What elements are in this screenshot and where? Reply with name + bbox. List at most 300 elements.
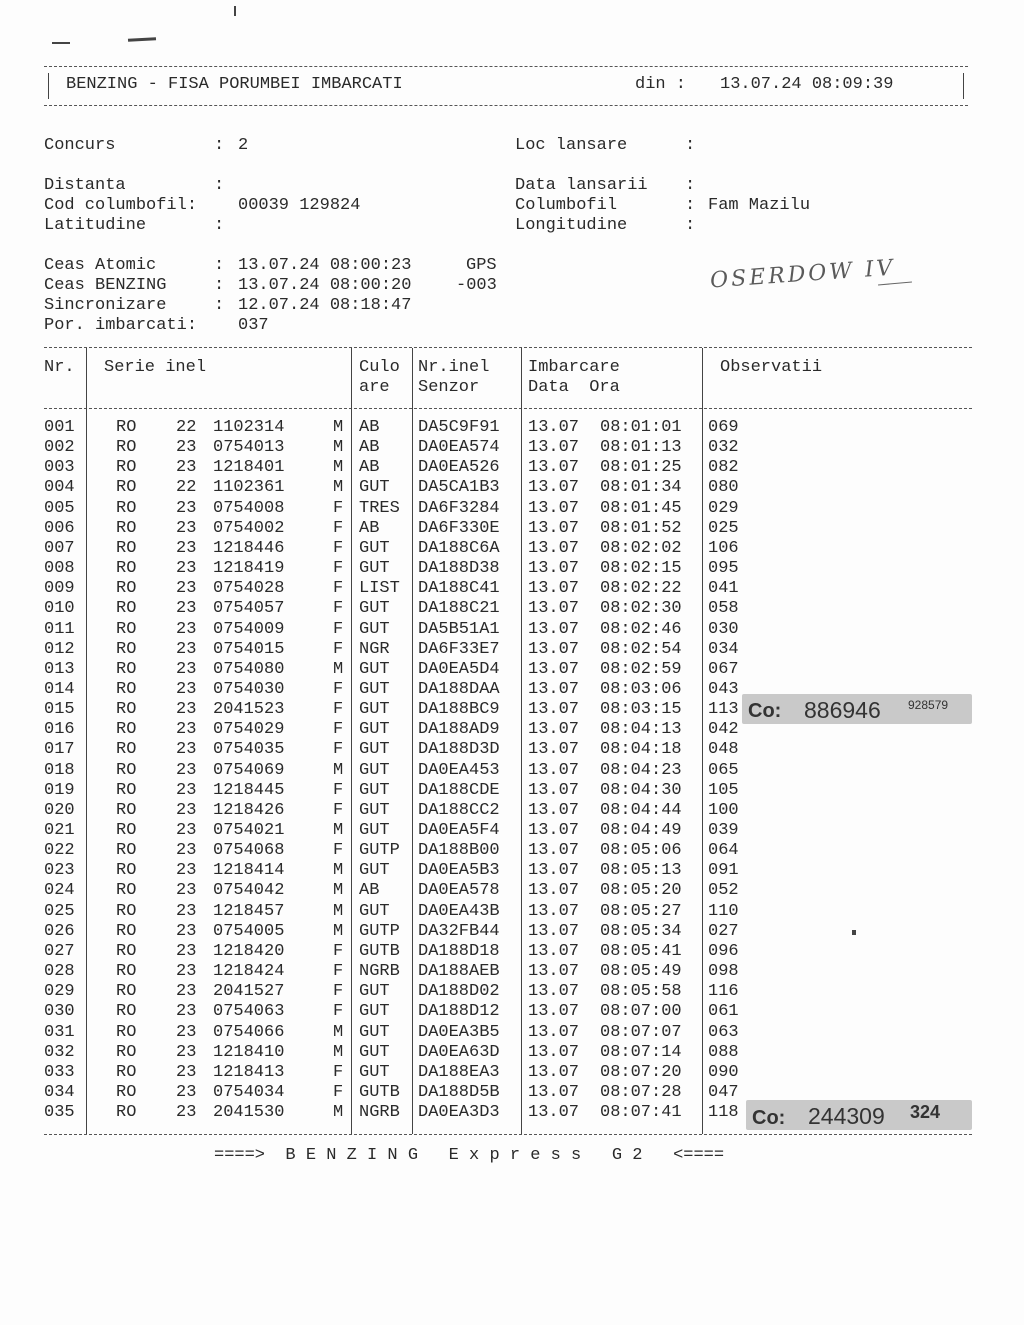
row-color: LIST — [359, 579, 400, 599]
header-top-rule — [44, 347, 972, 348]
handwritten-note: OSERDOW IV — [709, 255, 897, 294]
row-observation: 048 — [708, 740, 739, 760]
row-year: 23 — [176, 659, 197, 679]
row-country: RO — [116, 418, 137, 437]
ceas-atomic-label: Ceas Atomic — [44, 256, 157, 275]
row-year: 23 — [176, 1042, 197, 1062]
header-nr: Nr. — [44, 358, 75, 377]
row-nr: 027 — [44, 941, 75, 961]
row-nr: 010 — [44, 599, 75, 619]
row-year: 23 — [176, 700, 197, 720]
table-row — [0, 761, 1024, 781]
table-row — [0, 962, 1024, 982]
row-color: GUT — [359, 740, 390, 760]
row-sex: F — [333, 800, 344, 820]
row-sex: M — [333, 861, 344, 881]
row-time: 08:04:44 — [600, 800, 682, 820]
row-sex: F — [333, 700, 344, 720]
row-sex: F — [333, 740, 344, 760]
row-time: 08:02:02 — [600, 538, 682, 558]
row-sensor: DA0EA453 — [418, 760, 500, 780]
row-observation: 058 — [708, 599, 739, 619]
row-ring-number: 1102361 — [213, 478, 285, 498]
row-ring-number: 1218420 — [213, 941, 285, 961]
row-time: 08:04:23 — [600, 760, 682, 780]
row-country: RO — [116, 901, 137, 921]
row-time: 08:07:07 — [600, 1022, 682, 1042]
table-row — [0, 499, 1024, 519]
row-ring-number: 0754009 — [213, 619, 285, 639]
row-observation: 095 — [708, 559, 739, 579]
row-color: AB — [359, 518, 380, 538]
row-sex: F — [333, 559, 344, 579]
row-observation: 052 — [708, 881, 739, 901]
row-sex: F — [333, 1002, 344, 1022]
row-year: 22 — [176, 418, 197, 437]
row-sensor: DA6F3284 — [418, 498, 500, 518]
row-date: 13.07 — [528, 1002, 580, 1022]
row-observation: 032 — [708, 438, 739, 458]
row-color: GUT — [359, 821, 390, 840]
row-date: 13.07 — [528, 498, 580, 518]
row-country: RO — [116, 1082, 137, 1102]
row-sensor: DA0EA3B5 — [418, 1022, 500, 1042]
row-time: 08:05:58 — [600, 982, 682, 1002]
row-observation: 039 — [708, 821, 739, 840]
row-date: 13.07 — [528, 659, 580, 679]
row-date: 13.07 — [528, 418, 580, 437]
row-color: GUT — [359, 478, 390, 498]
row-country: RO — [116, 1042, 137, 1062]
row-color: TRES — [359, 498, 400, 518]
row-time: 08:04:49 — [600, 821, 682, 840]
row-country: RO — [116, 639, 137, 659]
row-country: RO — [116, 579, 137, 599]
row-observation: 030 — [708, 619, 739, 639]
row-observation: 034 — [708, 639, 739, 659]
row-sex: F — [333, 962, 344, 982]
row-ring-number: 1218413 — [213, 1062, 285, 1082]
row-time: 08:05:20 — [600, 881, 682, 901]
table-row — [0, 579, 1024, 599]
row-sensor: DA0EA3D3 — [418, 1103, 500, 1123]
header-bottom-rule — [44, 408, 972, 409]
row-time: 08:07:00 — [600, 1002, 682, 1022]
header-imbarcare: Imbarcare — [528, 358, 620, 377]
row-ring-number: 1218445 — [213, 780, 285, 800]
row-country: RO — [116, 599, 137, 619]
row-date: 13.07 — [528, 579, 580, 599]
header-culoare: Culo — [359, 358, 400, 377]
row-sex: M — [333, 438, 344, 458]
row-year: 23 — [176, 679, 197, 699]
row-color: GUT — [359, 720, 390, 740]
row-year: 23 — [176, 538, 197, 558]
header-senzor: Senzor — [418, 378, 480, 397]
row-country: RO — [116, 780, 137, 800]
row-sex: M — [333, 478, 344, 498]
row-time: 08:05:06 — [600, 841, 682, 861]
row-observation: 118 — [708, 1103, 739, 1123]
row-observation: 090 — [708, 1062, 739, 1082]
row-country: RO — [116, 881, 137, 901]
concurs-label: Concurs — [44, 136, 116, 155]
row-sex: F — [333, 780, 344, 800]
row-sex: F — [333, 941, 344, 961]
row-sex: F — [333, 498, 344, 518]
row-country: RO — [116, 740, 137, 760]
row-sensor: DA5B51A1 — [418, 619, 500, 639]
row-ring-number: 0754008 — [213, 498, 285, 518]
sincronizare-label: Sincronizare — [44, 296, 167, 315]
row-date: 13.07 — [528, 1042, 580, 1062]
row-sex: M — [333, 1103, 344, 1123]
scan-mark — [234, 6, 236, 16]
row-color: GUT — [359, 1062, 390, 1082]
header-data-ora: Data Ora — [528, 378, 620, 397]
row-country: RO — [116, 861, 137, 881]
table-row — [0, 640, 1024, 660]
row-color: GUT — [359, 780, 390, 800]
row-time: 08:04:30 — [600, 780, 682, 800]
row-date: 13.07 — [528, 679, 580, 699]
row-nr: 031 — [44, 1022, 75, 1042]
row-sensor: DA32FB44 — [418, 921, 500, 941]
row-year: 23 — [176, 962, 197, 982]
row-observation: 027 — [708, 921, 739, 941]
header-nr-inel: Nr.inel — [418, 358, 490, 377]
row-observation: 082 — [708, 458, 739, 478]
colon: : — [214, 256, 225, 275]
row-sex: F — [333, 538, 344, 558]
row-country: RO — [116, 538, 137, 558]
table-row — [0, 539, 1024, 559]
table-row — [0, 1063, 1024, 1083]
row-year: 23 — [176, 1022, 197, 1042]
row-color: GUT — [359, 1022, 390, 1042]
row-sensor: DA6F330E — [418, 518, 500, 538]
row-color: GUT — [359, 901, 390, 921]
row-observation: 061 — [708, 1002, 739, 1022]
row-sensor: DA0EA574 — [418, 438, 500, 458]
row-nr: 025 — [44, 901, 75, 921]
table-row — [0, 519, 1024, 539]
row-sex: M — [333, 1042, 344, 1062]
row-year: 23 — [176, 800, 197, 820]
table-row — [0, 821, 1024, 841]
row-date: 13.07 — [528, 861, 580, 881]
row-observation: 080 — [708, 478, 739, 498]
table-row — [0, 801, 1024, 821]
din-value: 13.07.24 08:09:39 — [720, 75, 894, 94]
row-country: RO — [116, 1103, 137, 1123]
row-year: 23 — [176, 1082, 197, 1102]
row-observation: 025 — [708, 518, 739, 538]
row-sex: F — [333, 599, 344, 619]
colon: : — [685, 216, 696, 235]
row-sex: M — [333, 418, 344, 437]
row-sensor: DA188D5B — [418, 1082, 500, 1102]
row-observation: 065 — [708, 760, 739, 780]
row-sex: F — [333, 982, 344, 1002]
row-observation: 029 — [708, 498, 739, 518]
row-ring-number: 0754042 — [213, 881, 285, 901]
row-time: 08:02:22 — [600, 579, 682, 599]
table-row — [0, 660, 1024, 680]
title-box-left-border — [48, 73, 49, 99]
row-sex: F — [333, 1082, 344, 1102]
row-observation: 041 — [708, 579, 739, 599]
row-ring-number: 0754069 — [213, 760, 285, 780]
row-country: RO — [116, 458, 137, 478]
colon: : — [685, 136, 696, 155]
row-observation: 043 — [708, 679, 739, 699]
row-time: 08:05:41 — [600, 941, 682, 961]
row-country: RO — [116, 438, 137, 458]
row-nr: 013 — [44, 659, 75, 679]
colon: : — [214, 276, 225, 295]
row-color: GUT — [359, 1002, 390, 1022]
row-date: 13.07 — [528, 438, 580, 458]
din-label: din : — [635, 75, 687, 94]
row-time: 08:01:45 — [600, 498, 682, 518]
row-ring-number: 0754063 — [213, 1002, 285, 1022]
row-year: 23 — [176, 579, 197, 599]
row-nr: 018 — [44, 760, 75, 780]
sticker-label — [742, 694, 972, 724]
row-country: RO — [116, 1022, 137, 1042]
row-ring-number: 1218426 — [213, 800, 285, 820]
row-color: GUT — [359, 982, 390, 1002]
row-sex: M — [333, 659, 344, 679]
colon: : — [214, 296, 225, 315]
row-sensor: DA188D18 — [418, 941, 500, 961]
data-lansarii-label: Data lansarii — [515, 176, 648, 195]
row-date: 13.07 — [528, 619, 580, 639]
colon: : — [685, 176, 696, 195]
row-nr: 001 — [44, 418, 75, 437]
row-date: 13.07 — [528, 982, 580, 1002]
row-time: 08:03:15 — [600, 700, 682, 720]
longitudine-label: Longitudine — [515, 216, 628, 235]
concurs-value: 2 — [238, 136, 249, 155]
row-year: 23 — [176, 720, 197, 740]
row-observation: 110 — [708, 901, 739, 921]
row-ring-number: 1218446 — [213, 538, 285, 558]
ceas-benzing-value: 13.07.24 08:00:20 — [238, 276, 412, 295]
table-row — [0, 1023, 1024, 1043]
row-nr: 035 — [44, 1103, 75, 1123]
ceas-atomic-value: 13.07.24 08:00:23 — [238, 256, 412, 275]
row-sensor: DA5C9F91 — [418, 418, 500, 437]
row-sex: F — [333, 619, 344, 639]
row-sensor: DA188EA3 — [418, 1062, 500, 1082]
row-sensor: DA0EA63D — [418, 1042, 500, 1062]
row-sex: F — [333, 1062, 344, 1082]
table-row — [0, 881, 1024, 901]
row-sex: F — [333, 841, 344, 861]
row-nr: 009 — [44, 579, 75, 599]
row-nr: 016 — [44, 720, 75, 740]
row-year: 23 — [176, 458, 197, 478]
row-country: RO — [116, 518, 137, 538]
row-sensor: DA188B00 — [418, 841, 500, 861]
row-year: 23 — [176, 639, 197, 659]
row-ring-number: 0754066 — [213, 1022, 285, 1042]
row-observation: 091 — [708, 861, 739, 881]
row-ring-number: 0754021 — [213, 821, 285, 840]
row-color: GUT — [359, 861, 390, 881]
row-observation: 096 — [708, 941, 739, 961]
row-ring-number: 0754030 — [213, 679, 285, 699]
footer-banner: ====> B E N Z I N G E x p r e s s G 2 <==== — [214, 1146, 725, 1165]
row-observation: 100 — [708, 800, 739, 820]
row-sensor: DA188BC9 — [418, 700, 500, 720]
header-observatii: Observatii — [720, 358, 823, 377]
row-time: 08:07:14 — [600, 1042, 682, 1062]
row-country: RO — [116, 760, 137, 780]
page-title: BENZING - FISA PORUMBEI IMBARCATI — [66, 75, 403, 94]
row-date: 13.07 — [528, 962, 580, 982]
row-nr: 030 — [44, 1002, 75, 1022]
row-nr: 023 — [44, 861, 75, 881]
row-sensor: DA0EA526 — [418, 458, 500, 478]
row-country: RO — [116, 700, 137, 720]
loc-lansare-label: Loc lansare — [515, 136, 628, 155]
row-ring-number: 0754013 — [213, 438, 285, 458]
row-nr: 017 — [44, 740, 75, 760]
row-time: 08:01:25 — [600, 458, 682, 478]
row-time: 08:05:49 — [600, 962, 682, 982]
row-time: 08:05:13 — [600, 861, 682, 881]
row-country: RO — [116, 720, 137, 740]
table-row — [0, 841, 1024, 861]
row-sex: M — [333, 1022, 344, 1042]
row-color: GUT — [359, 700, 390, 720]
row-country: RO — [116, 498, 137, 518]
row-observation: 067 — [708, 659, 739, 679]
row-color: NGRB — [359, 1103, 400, 1123]
row-nr: 022 — [44, 841, 75, 861]
row-country: RO — [116, 982, 137, 1002]
row-year: 23 — [176, 841, 197, 861]
header-culoare-2: are — [359, 378, 390, 397]
row-observation: 088 — [708, 1042, 739, 1062]
row-ring-number: 1218410 — [213, 1042, 285, 1062]
row-time: 08:02:54 — [600, 639, 682, 659]
handwritten-underline — [878, 282, 912, 286]
row-observation: 042 — [708, 720, 739, 740]
row-ring-number: 2041530 — [213, 1103, 285, 1123]
row-color: GUT — [359, 559, 390, 579]
row-nr: 024 — [44, 881, 75, 901]
row-year: 23 — [176, 559, 197, 579]
row-date: 13.07 — [528, 941, 580, 961]
ceas-benzing-diff: -003 — [456, 276, 497, 295]
row-country: RO — [116, 962, 137, 982]
row-sensor: DA188D38 — [418, 559, 500, 579]
table-row — [0, 458, 1024, 478]
row-color: GUT — [359, 619, 390, 639]
row-country: RO — [116, 659, 137, 679]
row-time: 08:04:13 — [600, 720, 682, 740]
row-sex: F — [333, 639, 344, 659]
scan-mark — [52, 42, 70, 44]
row-sex: M — [333, 458, 344, 478]
row-color: GUT — [359, 760, 390, 780]
row-sex: M — [333, 921, 344, 941]
row-color: GUTB — [359, 1082, 400, 1102]
row-nr: 003 — [44, 458, 75, 478]
row-sensor: DA5CA1B3 — [418, 478, 500, 498]
row-ring-number: 1218401 — [213, 458, 285, 478]
scan-mark — [128, 37, 156, 41]
row-date: 13.07 — [528, 841, 580, 861]
table-row — [0, 559, 1024, 579]
row-time: 08:02:30 — [600, 599, 682, 619]
row-date: 13.07 — [528, 760, 580, 780]
row-time: 08:07:41 — [600, 1103, 682, 1123]
row-year: 23 — [176, 1002, 197, 1022]
row-sensor: DA188AD9 — [418, 720, 500, 740]
row-nr: 034 — [44, 1082, 75, 1102]
row-sex: F — [333, 720, 344, 740]
row-nr: 005 — [44, 498, 75, 518]
row-date: 13.07 — [528, 538, 580, 558]
row-date: 13.07 — [528, 821, 580, 840]
row-color: GUTP — [359, 921, 400, 941]
row-sensor: DA188AEB — [418, 962, 500, 982]
row-year: 23 — [176, 1103, 197, 1123]
row-year: 23 — [176, 518, 197, 538]
row-date: 13.07 — [528, 901, 580, 921]
row-year: 23 — [176, 498, 197, 518]
table-row — [0, 982, 1024, 1002]
row-ring-number: 0754034 — [213, 1082, 285, 1102]
row-nr: 019 — [44, 780, 75, 800]
row-sex: M — [333, 821, 344, 840]
row-date: 13.07 — [528, 780, 580, 800]
row-nr: 006 — [44, 518, 75, 538]
sticker-prefix: Co: — [752, 1107, 786, 1129]
table-bottom-rule — [44, 1134, 972, 1135]
columbofil-value: Fam Mazilu — [708, 196, 811, 215]
row-sensor: DA6F33E7 — [418, 639, 500, 659]
row-date: 13.07 — [528, 599, 580, 619]
table-row — [0, 418, 1024, 438]
row-ring-number: 0754057 — [213, 599, 285, 619]
row-sex: M — [333, 881, 344, 901]
colon: : — [214, 176, 225, 195]
row-country: RO — [116, 921, 137, 941]
row-time: 08:01:52 — [600, 518, 682, 538]
row-year: 23 — [176, 740, 197, 760]
latitudine-label: Latitudine — [44, 216, 147, 235]
table-row — [0, 478, 1024, 498]
row-sensor: DA0EA5F4 — [418, 821, 500, 840]
row-time: 08:02:46 — [600, 619, 682, 639]
row-country: RO — [116, 800, 137, 820]
row-time: 08:02:59 — [600, 659, 682, 679]
row-nr: 028 — [44, 962, 75, 982]
table-row — [0, 1043, 1024, 1063]
row-nr: 014 — [44, 679, 75, 699]
row-observation: 063 — [708, 1022, 739, 1042]
row-date: 13.07 — [528, 639, 580, 659]
row-date: 13.07 — [528, 1022, 580, 1042]
row-country: RO — [116, 679, 137, 699]
row-country: RO — [116, 619, 137, 639]
